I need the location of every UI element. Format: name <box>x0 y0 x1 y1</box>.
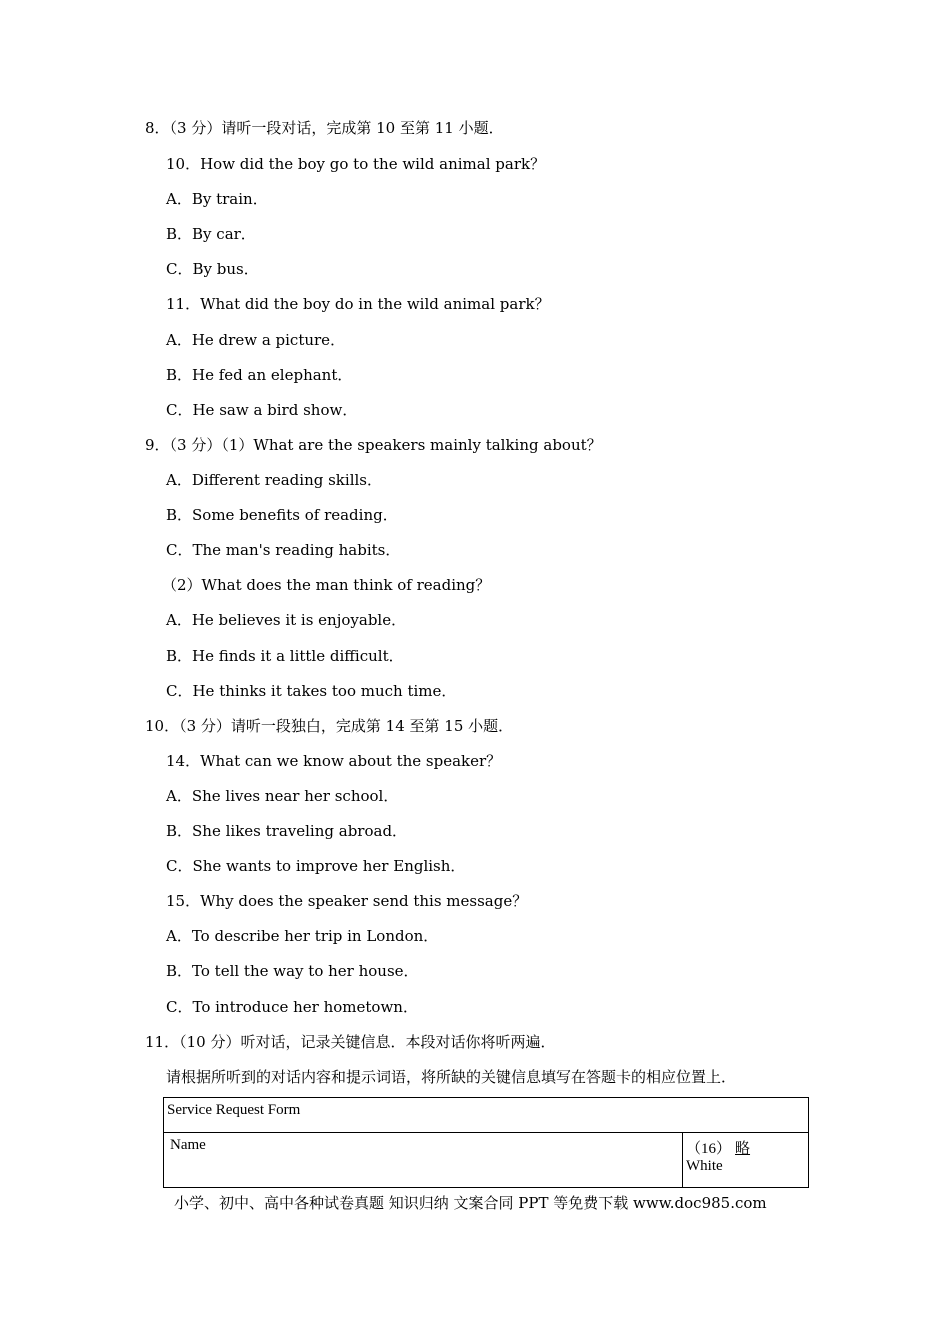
option-b: B．He finds it a little difficult． <box>166 647 404 665</box>
option-c: C．The man's reading habits． <box>166 541 401 559</box>
question-15-stem: 15．Why does the speaker send this message？ <box>166 892 528 910</box>
blank-answer: 略 <box>735 1141 751 1157</box>
question-11-instruction: 请根据所听到的对话内容和提示词语，将所缺的关键信息填写在答题卡的相应位置上． <box>166 1068 737 1086</box>
form-name-label: Name <box>164 1133 683 1188</box>
question-8-header: 8．（3 分）请听一段对话，完成第 10 至第 11 小题． <box>145 119 504 137</box>
option-b: B．To tell the way to her house． <box>166 962 419 980</box>
option-c: C．He saw a bird show． <box>166 401 358 419</box>
option-b: B．By car． <box>166 225 256 243</box>
option-c: C．By bus． <box>166 260 259 278</box>
option-a: A．She lives near her school． <box>166 787 399 805</box>
service-request-form <box>163 1097 809 1188</box>
option-c: C．To introduce her hometown． <box>166 998 418 1016</box>
blank-number: （16） <box>686 1141 732 1157</box>
option-a: A．He believes it is enjoyable． <box>166 611 407 629</box>
option-c: C．She wants to improve her English． <box>166 857 466 875</box>
option-a: A．By train． <box>166 190 268 208</box>
form-title: Service Request Form <box>164 1098 809 1133</box>
form-name-answer-cell <box>683 1133 809 1188</box>
question-9-header: 9．（3 分）（1）What are the speakers mainly talking about？ <box>145 436 602 454</box>
option-a: A．Different reading skills． <box>166 471 382 489</box>
white-text: White <box>686 1158 723 1174</box>
question-10-stem: 10．How did the boy go to the wild animal park？ <box>166 155 546 173</box>
option-a: A．To describe her trip in London． <box>166 927 439 945</box>
question-14-stem: 14．What can we know about the speaker？ <box>166 752 502 770</box>
question-10-header: 10．（3 分）请听一段独白，完成第 14 至第 15 小题． <box>145 717 514 735</box>
option-b: B．Some benefits of reading． <box>166 506 398 524</box>
footer-text: 小学、初中、高中各种试卷真题 知识归纳 文案合同 PPT 等免费下载 www.doc985.com <box>174 1194 767 1212</box>
option-c: C．He thinks it takes too much time． <box>166 682 457 700</box>
question-11-header: 11．（10 分）听对话，记录关键信息．本段对话你将听两遍． <box>145 1033 556 1051</box>
question-9-part-2-stem: （2）What does the man think of reading？ <box>162 576 491 594</box>
option-b: B．He fed an elephant． <box>166 366 353 384</box>
question-11-stem: 11．What did the boy do in the wild animal park？ <box>166 295 550 313</box>
option-a: A．He drew a picture． <box>166 331 346 349</box>
option-b: B．She likes traveling abroad． <box>166 822 408 840</box>
